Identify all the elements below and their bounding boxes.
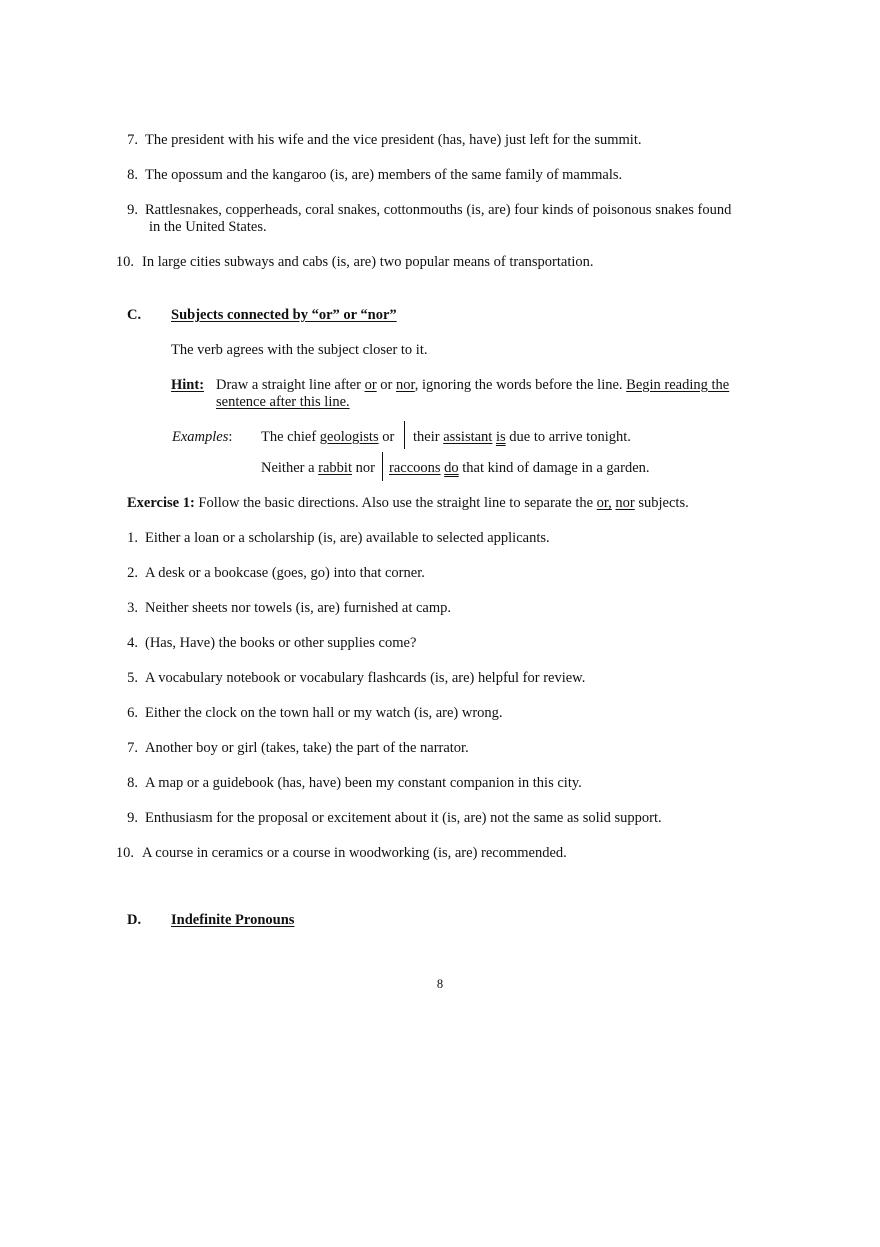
examples-label: Examples: <box>172 429 233 445</box>
item-number: 10. <box>115 254 134 270</box>
example-1-before-line: The chief geologists or <box>261 429 395 445</box>
item-number: 4. <box>127 635 138 651</box>
section-letter: D. <box>127 912 142 928</box>
item-number: 9. <box>127 202 138 218</box>
item-number: 3. <box>127 600 138 616</box>
item-number: 6. <box>127 705 138 721</box>
item-number: 9. <box>127 810 138 826</box>
item-text: Either the clock on the town hall or my watch (is, are) wrong. <box>145 705 503 721</box>
separator-line <box>382 452 383 481</box>
item-text: Enthusiasm for the proposal or excitement about it (is, are) not the same as solid support. <box>145 810 662 826</box>
item-number: 10. <box>115 845 134 861</box>
item-number: 2. <box>127 565 138 581</box>
item-number: 8. <box>127 167 138 183</box>
item-text-continuation: in the United States. <box>149 219 267 235</box>
example-1-after-line: their assistant is due to arrive tonight. <box>413 429 631 445</box>
section-letter: C. <box>127 307 142 323</box>
hint-line-1: Draw a straight line after or or nor, ignoring the words before the line. Begin reading the <box>216 377 730 393</box>
item-text: A course in ceramics or a course in woodworking (is, are) recommended. <box>142 845 567 861</box>
section-heading: Subjects connected by “or” or “nor” <box>171 307 397 323</box>
item-number: 1. <box>127 530 138 546</box>
item-text: In large cities subways and cabs (is, are) two popular means of transportation. <box>142 254 594 270</box>
item-text: (Has, Have) the books or other supplies come? <box>145 635 417 651</box>
item-text: A vocabulary notebook or vocabulary flashcards (is, are) helpful for review. <box>145 670 586 686</box>
hint-line-2: sentence after this line. <box>216 394 350 410</box>
item-text: Another boy or girl (takes, take) the part of the narrator. <box>145 740 469 756</box>
hint-label: Hint: <box>171 377 205 393</box>
item-text: A map or a guidebook (has, have) been my constant companion in this city. <box>145 775 582 791</box>
item-text: A desk or a bookcase (goes, go) into that corner. <box>145 565 425 581</box>
example-2-before-line: Neither a rabbit nor <box>261 460 375 476</box>
item-number: 7. <box>127 132 138 148</box>
exercise-directions: Exercise 1: Follow the basic directions. Also use the straight line to separate the or, nor subjects. <box>127 495 689 511</box>
item-text: Rattlesnakes, copperheads, coral snakes, cottonmouths (is, are) four kinds of poisonous snakes found <box>145 202 732 218</box>
item-text: Either a loan or a scholarship (is, are) available to selected applicants. <box>145 530 550 546</box>
item-number: 7. <box>127 740 138 756</box>
exercise-label: Exercise 1: <box>127 495 195 511</box>
section-rule: The verb agrees with the subject closer to it. <box>171 342 428 358</box>
separator-line <box>404 421 405 449</box>
item-text: Neither sheets nor towels (is, are) furnished at camp. <box>145 600 452 616</box>
section-heading: Indefinite Pronouns <box>171 912 295 928</box>
example-2-after-line: raccoons do that kind of damage in a garden. <box>389 460 650 476</box>
item-text: The president with his wife and the vice president (has, have) just left for the summit. <box>145 132 642 148</box>
item-number: 5. <box>127 670 138 686</box>
item-number: 8. <box>127 775 138 791</box>
page-number: 8 <box>436 977 444 991</box>
item-text: The opossum and the kangaroo (is, are) members of the same family of mammals. <box>145 167 623 183</box>
